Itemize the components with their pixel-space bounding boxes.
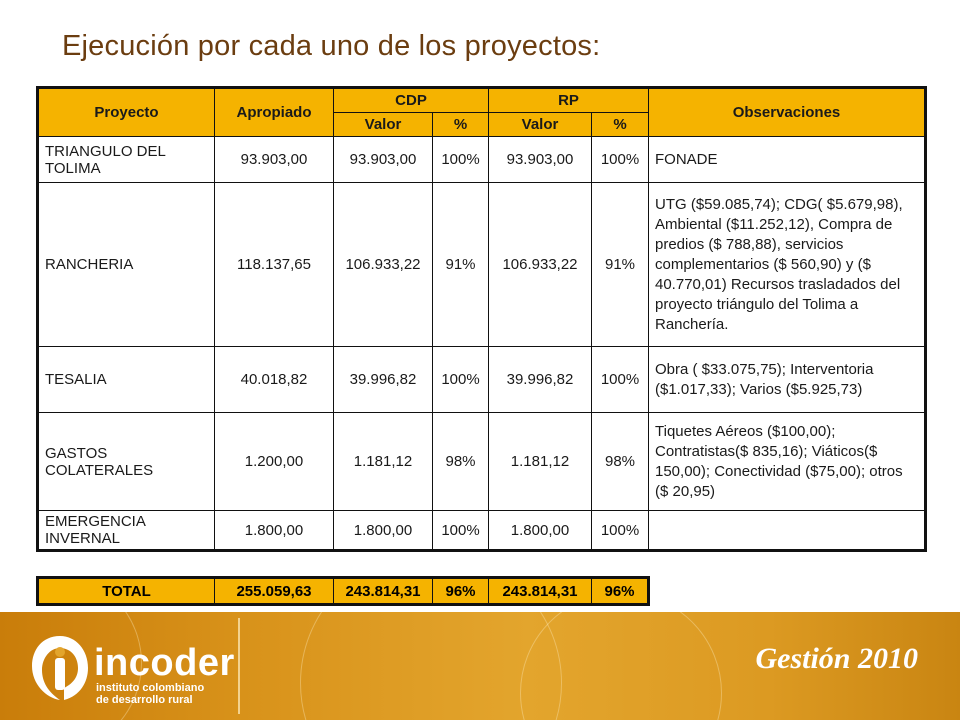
cell-observaciones: FONADE xyxy=(649,137,926,183)
cell-proyecto: TRIANGULO DEL TOLIMA xyxy=(38,137,215,183)
cell-rp-valor: 93.903,00 xyxy=(489,137,592,183)
total-apropiado: 255.059,63 xyxy=(215,578,334,605)
brand-subtitle-line-1: instituto colombiano xyxy=(96,682,205,694)
total-label: TOTAL xyxy=(38,578,215,605)
cell-observaciones: UTG ($59.085,74); CDG( $5.679,98), Ambiental ($11.252,12), Compra de predios ($ 788,88), servicios complementarios ($ 560,90) y ($ 40.770,01) Recursos trasladados del proyecto triángulo del Tolima a Ranchería. xyxy=(649,183,926,347)
header-rp: RP xyxy=(489,88,649,113)
header-observaciones: Observaciones xyxy=(649,88,926,137)
cell-proyecto: RANCHERIA xyxy=(38,183,215,347)
cell-observaciones xyxy=(649,511,926,551)
incoder-logo-icon xyxy=(28,632,92,704)
header-rp-pct: % xyxy=(592,113,649,137)
brand-subtitle xyxy=(96,682,204,706)
table-row xyxy=(38,137,926,183)
cell-rp-valor: 1.181,12 xyxy=(489,413,592,511)
header-proyecto: Proyecto xyxy=(38,88,215,137)
total-cdp-valor: 243.814,31 xyxy=(334,578,433,605)
cell-cdp-valor: 1.800,00 xyxy=(334,511,433,551)
footer-divider xyxy=(238,618,240,714)
cell-proyecto: GASTOS COLATERALES xyxy=(38,413,215,511)
header-apropiado: Apropiado xyxy=(215,88,334,137)
table-row xyxy=(38,413,926,511)
cell-apropiado: 1.800,00 xyxy=(215,511,334,551)
total-cdp-pct: 96% xyxy=(433,578,489,605)
cell-observaciones: Tiquetes Aéreos ($100,00); Contratistas($ 835,16); Viáticos($ 150,00); Conectividad ($75,00); otros ($ 20,95) xyxy=(649,413,926,511)
cell-cdp-pct: 100% xyxy=(433,511,489,551)
header-rp-valor: Valor xyxy=(489,113,592,137)
cell-apropiado: 1.200,00 xyxy=(215,413,334,511)
cell-apropiado: 40.018,82 xyxy=(215,347,334,413)
cell-rp-pct: 98% xyxy=(592,413,649,511)
total-rp-pct: 96% xyxy=(592,578,649,605)
cell-cdp-pct: 91% xyxy=(433,183,489,347)
header-cdp: CDP xyxy=(334,88,489,113)
projects-table xyxy=(36,86,927,552)
cell-cdp-pct: 98% xyxy=(433,413,489,511)
cell-cdp-valor: 39.996,82 xyxy=(334,347,433,413)
header-cdp-valor: Valor xyxy=(334,113,433,137)
table-row xyxy=(38,511,926,551)
cell-rp-pct: 100% xyxy=(592,137,649,183)
decorative-circle xyxy=(520,612,722,720)
cell-apropiado: 93.903,00 xyxy=(215,137,334,183)
cell-rp-pct: 100% xyxy=(592,347,649,413)
cell-rp-pct: 91% xyxy=(592,183,649,347)
brand-subtitle-line-2: de desarrollo rural xyxy=(96,694,193,706)
header-cdp-pct: % xyxy=(433,113,489,137)
cell-cdp-pct: 100% xyxy=(433,137,489,183)
table-row xyxy=(38,347,926,413)
total-row xyxy=(38,578,649,605)
total-rp-valor: 243.814,31 xyxy=(489,578,592,605)
cell-cdp-valor: 1.181,12 xyxy=(334,413,433,511)
cell-cdp-valor: 106.933,22 xyxy=(334,183,433,347)
cell-cdp-valor: 93.903,00 xyxy=(334,137,433,183)
brand-name: incoder xyxy=(94,642,235,684)
cell-proyecto: EMERGENCIA INVERNAL xyxy=(38,511,215,551)
cell-rp-valor: 39.996,82 xyxy=(489,347,592,413)
cell-rp-pct: 100% xyxy=(592,511,649,551)
page-title: Ejecución por cada uno de los proyectos: xyxy=(62,30,601,62)
gestion-label: Gestión 2010 xyxy=(755,642,918,675)
cell-proyecto: TESALIA xyxy=(38,347,215,413)
cell-rp-valor: 106.933,22 xyxy=(489,183,592,347)
table-row xyxy=(38,183,926,347)
cell-rp-valor: 1.800,00 xyxy=(489,511,592,551)
cell-apropiado: 118.137,65 xyxy=(215,183,334,347)
cell-observaciones: Obra ( $33.075,75); Interventoria ($1.017,33); Varios ($5.925,73) xyxy=(649,347,926,413)
cell-cdp-pct: 100% xyxy=(433,347,489,413)
total-table xyxy=(36,576,650,606)
header-row-top xyxy=(38,88,926,113)
